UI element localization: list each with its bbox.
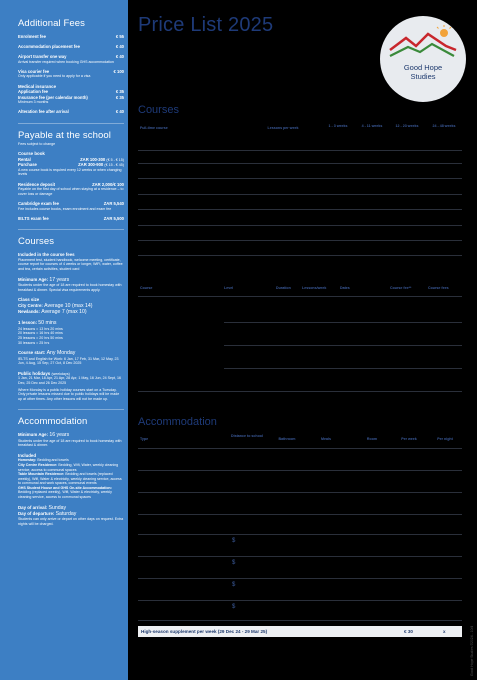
course-header2: Level: [224, 286, 234, 290]
supplement-x: x: [443, 629, 446, 634]
fee-row: Accommodation placement fee € 40: [18, 44, 124, 50]
acc-header: Per night: [437, 437, 453, 441]
price-symbol: $: [232, 582, 236, 588]
table-rule: [138, 150, 462, 151]
course-header: 1 - 3 weeks: [328, 124, 348, 128]
courses-title: Courses: [138, 104, 179, 116]
acc-header: Distance to school: [231, 434, 263, 438]
course-header2: Course fees: [428, 286, 449, 290]
visa-note: Only applicable if you need to apply for a visa: [18, 74, 91, 79]
supplement-label: High-season supplement per week (29 Dec 24 - 29 Mar 25): [141, 629, 268, 634]
course-header: 4 - 11 weeks: [361, 124, 383, 128]
course-header2: Lessons/week: [302, 286, 327, 290]
course-header2: Course fee**: [390, 286, 412, 290]
acc-header: Meals: [321, 437, 331, 441]
fee-row-alteration: Alteration fee after arrival € 40: [18, 109, 124, 115]
fees-title: Additional Fees: [18, 18, 85, 29]
acc-side-title: Accommodation: [18, 416, 88, 428]
logo-line1: Good Hope: [403, 63, 443, 72]
price-symbol: $: [232, 560, 236, 566]
high-season-supplement: [138, 626, 462, 637]
good-hope-logo: [380, 16, 466, 102]
table-rule: [138, 255, 462, 256]
fee-row-visa: Visa courier fee € 100: [18, 69, 124, 75]
airport-note: Arrival transfer required when booking GHS accommodation: [18, 59, 114, 64]
supplement-value: € 30: [404, 629, 413, 634]
page-title: Price List 2025: [138, 14, 274, 36]
fee-row-airport: Airport transfer one way € 40: [18, 54, 124, 60]
main-content: [128, 0, 477, 680]
table-rule: [138, 178, 462, 179]
acc-header: Room: [366, 437, 378, 441]
course-header2: Course: [140, 286, 153, 290]
side-footer-text: Good Hope Studies ©2024 - 10/4: [470, 625, 474, 676]
sidebar: Additional Fees Enrolment fee € 55 Accommodation placement fee € 40 Airport transfer one way € 40 Arrival transfer required when booking GHS accommodation Visa courier fee € 100 Only applicable if you need to apply for a visa Medical insurance Application fee € 35 Insurance fee (per calendar month) € 35 Minimum 3 months Alteration fee after arrival € 40 Payable at the school Fees subject to change Course book Rental ZAR 100-300 (€ 5 - € 15) Purchase ZAR 300-900 (€ 15 - € 45) A new course book is required every 12 weeks or when changing levels Residence deposit ZAR 2,000/€ 100 Payable on the first day of school when staying at a residence – to cover loss or damage Cambridge exam fee ZAR 5,540 Fee includes course books, exam enrolment and exam fee IELTS exam fee ZAR 5,500 Courses Included in the course fees Placement test, student handbook, welcome meeting, certificate, course report for courses of 4 weeks or longer, WiFi, water, coffee and tea, certain activities, student card Minimum Age: 17 years Students under the age of 18 are required to book homestay with breakfast & dinner. Special visa requirements apply. Class size City Centre: Average 10 (max 14) Newlands: Average 7 (max 10) 1 lesson: 50 mins 24 lessons = 13 hrs 20 mins 20 lessons = 16 hrs 40 mins 25 lessons = 20 hrs 50 mins 30 lessons = 25 hrs Course start: Any Monday IELTS and English for Work: 6 Jan, 17 Feb, 31 Mar, 12 May, 23 Jun, 4 Aug, 15 Sep, 27 Oct, 8 Dec 2025 Public holidays (weekdays) 1 Jan, 21 Mar, 18 Apr, 21 Apr, 28 Apr, 1 May, 16 Jun, 24 Sept, 16 Dec, 25 Dec and 26 Dec 2025 Where Monday is a public holiday courses start on a Tuesday. Only private lessons missed due to public holidays will be made up at other times. Any other lessons will not be made up. Accommodation Minimum Age: 16 years Students under the age of 18 are required to book homestay with breakfast & dinner. Included Homestay: Bedding and towels City Centre Residence: Bedding, Wifi, Water, weekly cleaning service, access to communal spaces Table Mountain Residence: Bedding and towels (replaced weekly), Wifi, Water & electricity, weekly cleaning service, access to communal and work spaces, communal events GHS Student House and GHS On-site Accommodation: Bedding (replaced weekly), Wifi, Water & electricity, weekly cleaning service, access to communal spaces Day of arrival: Sunday Day of departure: Saturday Students can only arrive or depart on other days on request. Extra nights will be charged.: [0, 0, 128, 680]
table-rule: [138, 240, 462, 241]
accommodation-title: Accommodation: [138, 416, 217, 428]
divider: [18, 123, 124, 124]
course-header: Full-time course: [140, 126, 168, 130]
mountain-logo-icon: [380, 16, 466, 102]
table-rule: [138, 225, 462, 226]
table-rule: [138, 163, 462, 164]
medical-label: Medical insurance: [18, 84, 57, 89]
table-rule: [138, 194, 462, 195]
course-header2: Dates: [340, 286, 350, 290]
logo-line2: Studies: [410, 71, 436, 81]
acc-header: Bathroom: [278, 437, 296, 441]
course-header2: Duration: [276, 286, 291, 290]
payable-title: Payable at the school: [18, 129, 111, 141]
fee-row: Enrolment fee € 55: [18, 34, 124, 39]
acc-header: Type: [140, 437, 149, 441]
courses-side-title: Courses: [18, 236, 55, 248]
table-rule: [138, 209, 462, 210]
acc-header: Per week: [401, 437, 417, 441]
course-header: Lessons per week: [267, 126, 299, 130]
price-symbol: $: [232, 538, 236, 544]
course-header: 24 - 48 weeks: [432, 124, 456, 128]
course-header: 12 - 23 weeks: [395, 124, 419, 128]
price-symbol: $: [232, 604, 236, 610]
